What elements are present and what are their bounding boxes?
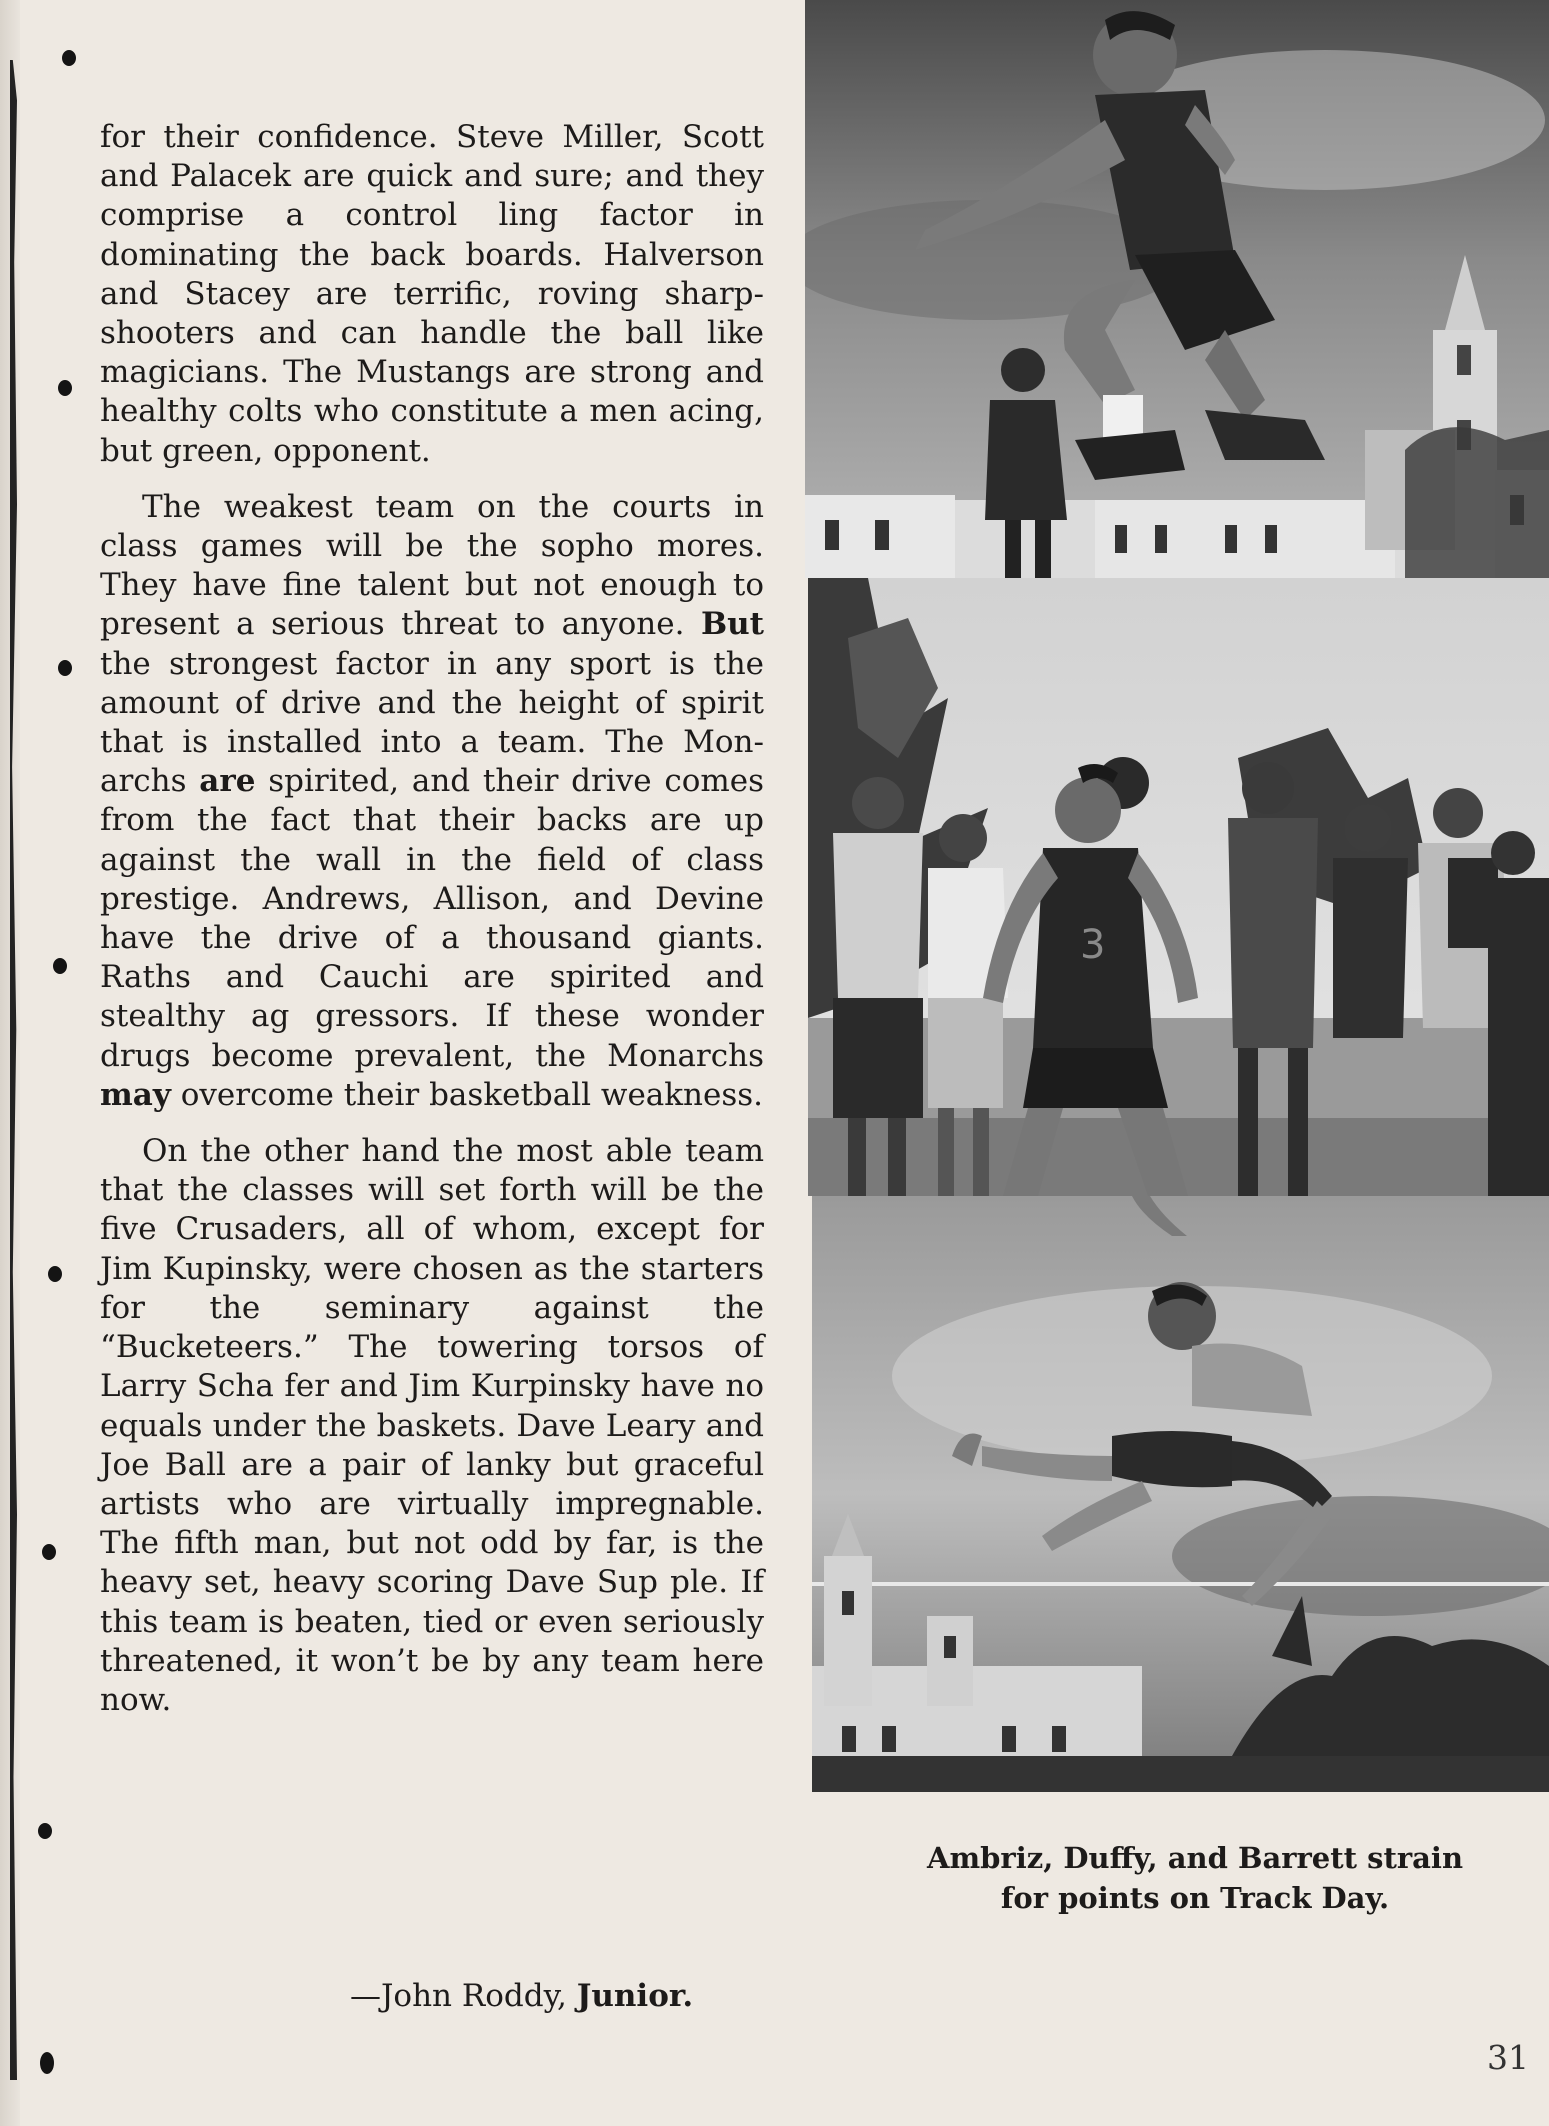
binding-hole	[48, 1266, 62, 1282]
photo-illustration	[805, 0, 1549, 578]
article-paragraph-1: for their confidence. Steve Miller, Scott and Palacek are quick and sure; and they comprise a control ling factor in dominating the back boards. Halverson and Stacey are terrific, roving sharp-shooters and can handle the ball like magicians. The Mustangs are strong and healthy colts who constitute a men acing, but green, opponent.	[100, 119, 764, 469]
svg-text:3: 3	[1080, 922, 1106, 968]
binding-hole	[53, 958, 67, 974]
binding-hole	[40, 2052, 54, 2074]
page-number: 31	[1487, 2038, 1529, 2077]
photo-illustration	[808, 578, 1549, 1196]
byline-author: —John Roddy,	[350, 1978, 567, 2014]
caption-line: for points on Track Day.	[1000, 1881, 1390, 1915]
binding-hole	[58, 660, 72, 676]
byline-class: Junior.	[576, 1978, 694, 2014]
torn-binding-edge	[10, 60, 17, 2080]
emphasis-text: But	[700, 606, 764, 643]
track-photo-jumper	[805, 0, 1549, 578]
track-photo-crowd	[808, 578, 1549, 1196]
caption-line: Ambriz, Duffy, and Barrett strain	[926, 1841, 1464, 1875]
paragraph-text: spirited, and their drive comes from the fact that their backs are up against the wall in the field of class prestige. Andrews, Allison, and Devine have the drive of a thousand giants. Raths and Cauchi are spirited and stealthy ag gressors. If these wonder drugs become prevalent, the Monarchs	[100, 763, 765, 1074]
paragraph-text: the strongest factor in any sport is the amount of drive and the height of spirit that is installed into a team. The Mon archs	[100, 645, 764, 800]
article-column	[100, 118, 764, 1737]
byline	[350, 1977, 770, 2016]
binding-hole	[42, 1544, 56, 1560]
paragraph-text: overcome their basketball weakness.	[170, 1076, 764, 1113]
paragraph-text: The weakest team on the courts in class games will be the sopho mores. They have fine talent but not enough to present a serious threat to anyone.	[100, 488, 764, 643]
article-paragraph-2	[100, 488, 764, 1115]
binding-hole	[62, 50, 76, 66]
photo-illustration	[812, 1196, 1549, 1792]
emphasis-text: are	[199, 763, 256, 800]
track-photo-high-jump	[812, 1196, 1549, 1792]
emphasis-text: may	[100, 1076, 171, 1113]
binding-hole	[58, 380, 72, 396]
binding-hole	[38, 1823, 52, 1839]
photo-caption	[855, 1838, 1535, 1918]
article-paragraph-3: On the other hand the most able team that the classes will set forth will be the five Crusaders, all of whom, except for Jim Kupinsky, were chosen as the starters for the seminary against the “Bucketeers.” The towering torsos of Larry Scha fer and Jim Kurpinsky have no equals under the baskets. Dave Leary and Joe Ball are a pair of lanky but graceful artists who are virtually impregnable. The fifth man, but not odd by far, is the heavy set, heavy scoring Dave Sup ple. If this team is beaten, tied or even seriously threatened, it won’t be by any team here now.	[100, 1133, 764, 1718]
page-binding	[0, 0, 20, 2126]
